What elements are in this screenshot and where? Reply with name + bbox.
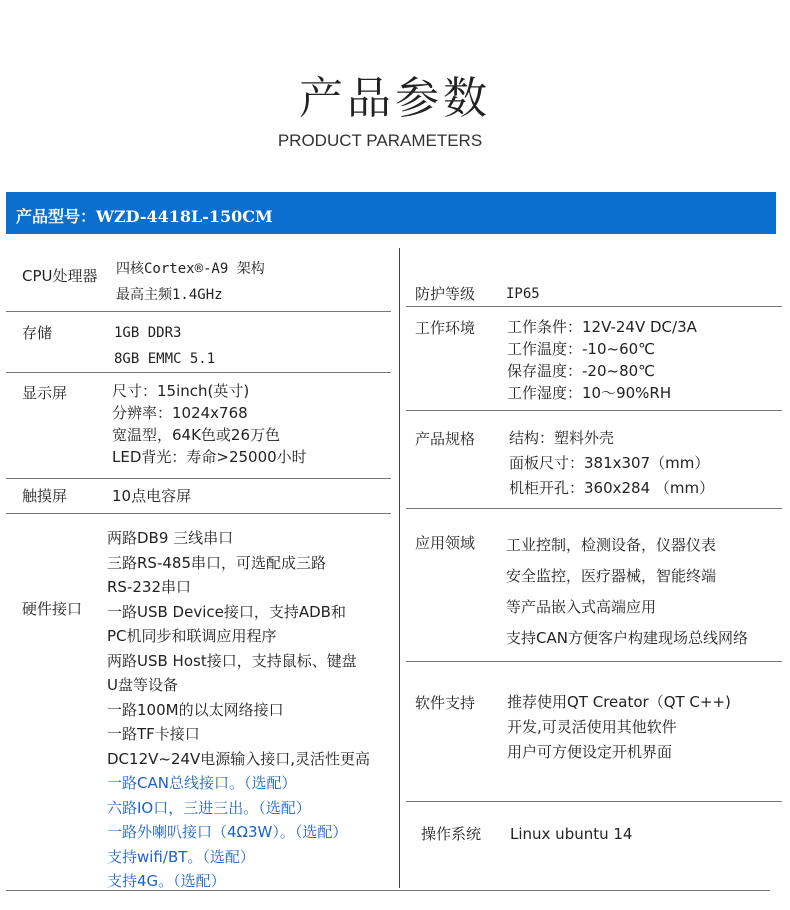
cpu-value: 四核Cortex®-A9 架构 <box>116 261 265 277</box>
hardware-label: 硬件接口 <box>22 600 83 618</box>
hardware-values <box>107 526 370 894</box>
display-value: 宽温型，64K色或26万色 <box>112 426 281 444</box>
row-divider <box>406 508 782 509</box>
storage-value: 8GB EMMC 5.1 <box>114 351 216 367</box>
touch-value: 10点电容屏 <box>112 487 192 505</box>
hardware-value: U盘等设备 <box>107 676 178 694</box>
storage-label: 存储 <box>22 324 53 342</box>
spec-value: 面板尺寸：381x307（mm） <box>509 454 710 472</box>
environment-value: 保存温度：-20~80℃ <box>507 362 656 380</box>
row-divider <box>6 372 391 373</box>
hardware-value: 两路DB9 三线串口 <box>107 529 234 547</box>
display-label: 显示屏 <box>22 384 68 402</box>
software-label: 软件支持 <box>415 694 476 712</box>
display-value: 尺寸：15inch(英寸) <box>112 382 250 400</box>
display-value: 分辨率：1024x768 <box>112 404 248 422</box>
hardware-value: 一路TF卡接口 <box>107 725 200 743</box>
hardware-value: 两路USB Host接口，支持鼠标、键盘 <box>107 651 357 670</box>
os-value: Linux ubuntu 14 <box>510 825 633 843</box>
page-subtitle: PRODUCT PARAMETERS <box>277 131 483 150</box>
application-value: 支持CAN方便客户构建现场总线网络 <box>506 629 748 647</box>
hardware-value: 一路USB Device接口，支持ADB和 <box>107 602 346 621</box>
hardware-value: RS-232串口 <box>107 578 191 596</box>
software-values <box>507 690 731 765</box>
model-number: 产品型号：WZD-4418L-150CM <box>16 207 273 226</box>
hardware-value: PC机同步和联调应用程序 <box>107 627 277 645</box>
software-value: 开发,可灵活使用其他软件 <box>507 718 677 736</box>
application-label: 应用领域 <box>415 534 476 552</box>
spec-value: 结构：塑料外壳 <box>509 429 615 447</box>
environment-values <box>507 316 697 404</box>
page-title: 产品参数 <box>299 73 491 124</box>
cpu-value: 最高主频1.4GHz <box>116 287 223 303</box>
spec-values <box>509 426 714 501</box>
display-value: LED背光：寿命>25000小时 <box>112 448 307 466</box>
application-value: 等产品嵌入式高端应用 <box>506 598 657 616</box>
protection-label: 防护等级 <box>415 285 476 303</box>
row-divider <box>406 410 782 411</box>
cpu-values <box>116 258 265 306</box>
hardware-value: 三路RS-485串口，可选配成三路 <box>107 553 326 572</box>
hardware-value: 一路100M的以太网络接口 <box>107 700 284 719</box>
column-divider <box>399 248 400 888</box>
software-value: 推荐使用QT Creator（QT C++) <box>507 693 731 711</box>
environment-label: 工作环境 <box>415 319 476 337</box>
software-value: 用户可方便设定开机界面 <box>507 743 673 761</box>
row-divider <box>6 311 391 312</box>
row-divider <box>406 306 782 307</box>
spec-value: 机柜开孔：360x284 （mm） <box>509 479 715 497</box>
environment-value: 工作温度：-10~60℃ <box>507 340 656 358</box>
touch-label: 触摸屏 <box>22 487 68 505</box>
protection-value: IP65 <box>506 286 540 302</box>
hardware-optional-value: 支持4G。（选配） <box>107 872 226 890</box>
cpu-label: CPU处理器 <box>22 267 98 285</box>
row-divider <box>6 478 391 479</box>
hardware-value: DC12V~24V电源输入接口,灵活性更高 <box>107 749 371 768</box>
model-banner <box>6 192 776 234</box>
application-value: 安全监控，医疗器械，智能终端 <box>506 567 717 585</box>
application-value: 工业控制，检测设备，仪器仪表 <box>506 536 717 554</box>
storage-value: 1GB DDR3 <box>114 325 182 341</box>
environment-value: 工作湿度：10～90%RH <box>507 384 672 402</box>
row-divider <box>406 801 782 802</box>
row-divider <box>406 661 782 662</box>
storage-values <box>114 322 215 370</box>
hardware-optional-value: 一路CAN总线接口。（选配） <box>107 774 297 792</box>
spec-label: 产品规格 <box>415 430 476 448</box>
hardware-optional-value: 支持wifi/BT。（选配） <box>107 847 255 866</box>
application-values <box>506 530 748 654</box>
hardware-optional-value: 六路IO口，三进三出。（选配） <box>107 798 311 817</box>
environment-value: 工作条件：12V-24V DC/3A <box>507 318 697 336</box>
hardware-optional-value: 一路外喇叭接口（4Ω3W）。（选配） <box>107 823 348 841</box>
os-label: 操作系统 <box>421 825 482 843</box>
display-values <box>112 380 307 468</box>
row-divider <box>6 513 391 514</box>
